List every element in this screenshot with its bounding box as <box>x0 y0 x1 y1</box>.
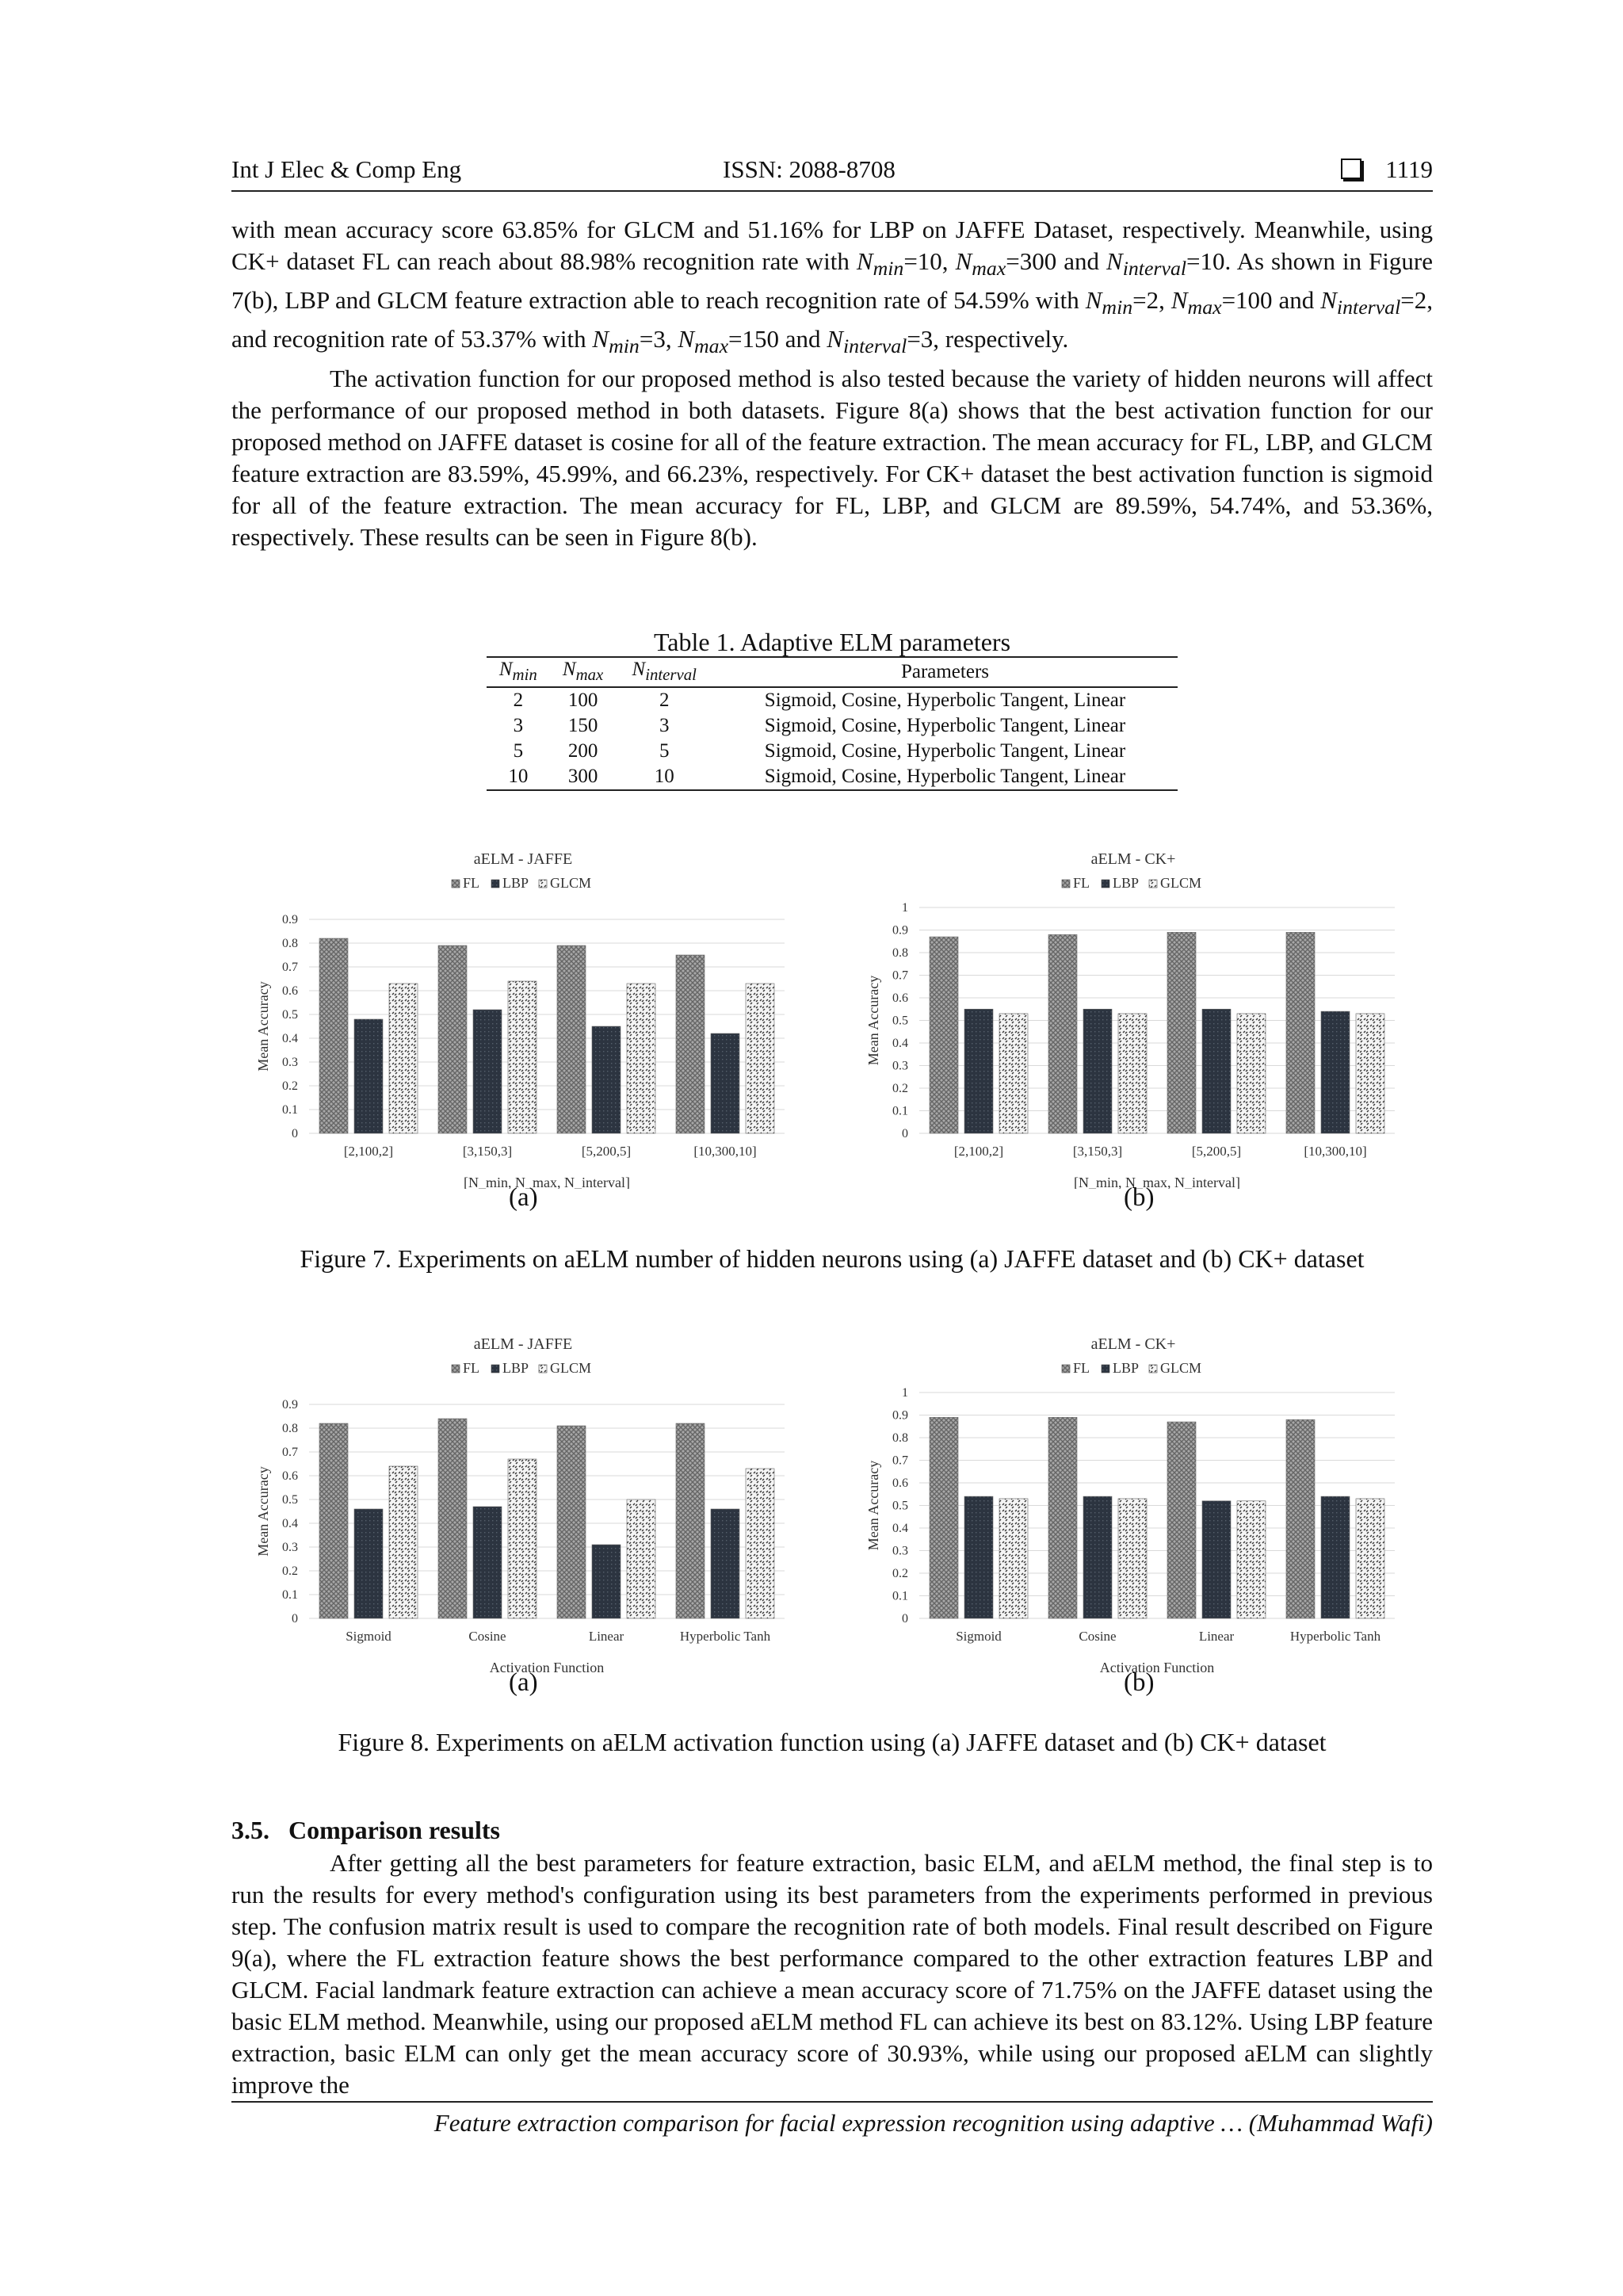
chart-fig7b <box>856 840 1411 1189</box>
y-axis-label: Mean Accuracy <box>865 975 881 1066</box>
y-tick-label: 0.4 <box>282 1517 298 1530</box>
bar-lbp <box>964 1009 993 1133</box>
bar-glcm <box>1237 1014 1266 1133</box>
bar-glcm <box>1356 1499 1384 1618</box>
y-tick-label: 0.2 <box>892 1082 908 1095</box>
table-1 <box>487 628 1178 791</box>
bar-lbp <box>473 1010 502 1133</box>
legend-label-glcm: GLCM <box>550 875 592 891</box>
running-header <box>231 155 1433 192</box>
x-tick-label: [5,200,5] <box>1191 1144 1242 1159</box>
chart-fig7a <box>246 840 800 1189</box>
y-axis-label: Mean Accuracy <box>255 1466 271 1557</box>
box-icon <box>1341 159 1361 179</box>
body-paragraphs <box>231 214 1433 553</box>
bar-glcm <box>1356 1014 1384 1133</box>
x-tick-label: [3,150,3] <box>462 1144 513 1159</box>
bar-lbp <box>592 1026 621 1133</box>
bar-glcm <box>746 984 774 1133</box>
bar-fl <box>676 1423 705 1618</box>
bar-glcm <box>627 1499 655 1618</box>
x-axis-label: [N_min, N_max, N_interval] <box>1074 1175 1240 1189</box>
y-tick-label: 0.8 <box>892 946 908 960</box>
y-tick-label: 0.7 <box>282 1446 298 1459</box>
y-tick-label: 0.4 <box>892 1522 908 1535</box>
bar-fl <box>930 1417 958 1618</box>
bar-lbp <box>1083 1496 1112 1618</box>
legend-swatch-fl <box>452 1365 460 1373</box>
bar-glcm <box>508 981 537 1133</box>
y-tick-label: 1 <box>902 1386 908 1400</box>
legend-label-lbp: LBP <box>502 1360 529 1376</box>
y-axis-label: Mean Accuracy <box>255 981 271 1072</box>
page-number-block <box>1341 155 1433 184</box>
bar-fl <box>1048 934 1077 1133</box>
x-axis-label: Activation Function <box>1099 1660 1215 1674</box>
x-tick-label: [2,100,2] <box>343 1144 394 1159</box>
bar-glcm <box>1118 1014 1147 1133</box>
bar-fl <box>319 1423 348 1618</box>
y-tick-label: 0.3 <box>282 1056 298 1069</box>
bar-lbp <box>1202 1009 1231 1133</box>
bar-fl <box>676 955 705 1133</box>
y-axis-label: Mean Accuracy <box>865 1460 881 1551</box>
legend-label-glcm: GLCM <box>1160 1360 1202 1376</box>
y-tick-label: 0.9 <box>282 1398 298 1412</box>
x-tick-label: [2,100,2] <box>953 1144 1004 1159</box>
bar-lbp <box>354 1509 383 1618</box>
legend-swatch-glcm <box>1149 880 1157 888</box>
bar-fl <box>1286 1419 1315 1618</box>
y-tick-label: 0.7 <box>282 961 298 974</box>
x-axis-label: [N_min, N_max, N_interval] <box>464 1175 630 1189</box>
legend-swatch-fl <box>1062 1365 1070 1373</box>
bar-lbp <box>711 1509 739 1618</box>
legend-label-fl: FL <box>463 875 480 891</box>
fig7-sublabel-a: (a) <box>509 1183 538 1212</box>
bar-fl <box>1167 932 1196 1133</box>
y-tick-label: 0.2 <box>282 1079 298 1093</box>
y-tick-label: 0 <box>292 1612 298 1626</box>
y-tick-label: 0.2 <box>892 1567 908 1580</box>
table-caption: Table 1. Adaptive ELM parameters <box>653 628 1011 656</box>
x-tick-label: [5,200,5] <box>581 1144 632 1159</box>
legend-label-glcm: GLCM <box>550 1360 592 1376</box>
y-tick-label: 0.8 <box>282 937 298 950</box>
col-parameters: Parameters <box>712 657 1178 687</box>
y-tick-label: 0.1 <box>282 1103 298 1117</box>
x-tick-label: Linear <box>588 1629 624 1644</box>
bar-lbp <box>964 1496 993 1618</box>
paragraph-2: The activation function for our proposed method is also tested because the variety of hidden neurons will affect the performance of our proposed method in both datasets. Figure 8(a) shows that the best activation function for our proposed method on JAFFE dataset is cosine for all of the feature extraction. The mean accuracy for FL, LBP, and GLCM feature extraction are 83.59%, 45.99%, and 66.23%, respectively. For CK+ dataset the best activation function is sigmoid for all of the feature extraction. The mean accuracy for FL, LBP, and GLCM are 89.59%, 54.74%, and 53.36%, respectively. These results can be seen in Figure 8(b). <box>231 364 1433 551</box>
bar-glcm <box>999 1499 1028 1618</box>
x-tick-label: Cosine <box>1079 1629 1117 1644</box>
y-tick-label: 0.1 <box>892 1589 908 1603</box>
x-tick-label: [10,300,10] <box>1304 1144 1367 1159</box>
bar-fl <box>930 937 958 1133</box>
section-body <box>231 1847 1433 2101</box>
figure-8-caption: Figure 8. Experiments on aELM activation function using (a) JAFFE dataset and (b) CK+ dataset <box>338 1728 1327 1756</box>
legend-label-lbp: LBP <box>502 875 529 891</box>
x-tick-label: [10,300,10] <box>693 1144 757 1159</box>
legend-swatch-fl <box>452 880 460 888</box>
legend-swatch-fl <box>1062 880 1070 888</box>
x-tick-label: Sigmoid <box>346 1629 391 1644</box>
fig8-sublabel-a: (a) <box>509 1668 538 1697</box>
bar-fl <box>1167 1422 1196 1618</box>
legend-swatch-lbp <box>491 1365 499 1373</box>
paragraph-1: with mean accuracy score 63.85% for GLCM and 51.16% for LBP on JAFFE Dataset, respectively. Meanwhile, using CK+ dataset FL can reach about 88.98% recognition rate with $N_{min}=10$, $N_{max}=300$ and $N_{interval}=10$. As shown in Figure 7(b), LBP and GLCM feature extraction able to reach recognition rate of 54.59% with $N_{min}=2$, $N_{max}=100$ and $N_{interval}=2$, and recognition rate of 53.37% with $N_{min}=3$, $N_{max}=150$ and $N_{interval}=3$, respectively. <box>231 216 1433 358</box>
chart-fig8b <box>856 1325 1411 1674</box>
x-tick-label: Hyperbolic Tanh <box>679 1629 771 1644</box>
legend-label-glcm: GLCM <box>1160 875 1202 891</box>
chart-fig8a <box>246 1325 800 1674</box>
y-tick-label: 0.6 <box>282 1469 298 1483</box>
x-axis-label: Activation Function <box>489 1660 605 1674</box>
bar-lbp <box>1321 1011 1350 1133</box>
bar-fl <box>1048 1417 1077 1618</box>
bar-lbp <box>1083 1009 1112 1133</box>
y-tick-label: 0.5 <box>282 1008 298 1022</box>
y-tick-label: 0.4 <box>282 1032 298 1045</box>
y-tick-label: 0.8 <box>282 1422 298 1435</box>
col-nmin: $N_{min}$ <box>487 657 550 687</box>
journal-name: Int J Elec & Comp Eng <box>231 155 462 183</box>
running-footer: Feature extraction comparison for facial expression recognition using adaptive … (Muhammad Wafi) <box>231 2101 1433 2137</box>
legend-swatch-lbp <box>1102 1365 1109 1373</box>
paragraph-3: After getting all the best parameters for feature extraction, basic ELM, and aELM method, the final step is to run the results for every method's configuration using its best parameters from the experiments performed in previous step. The confusion matrix result is used to compare the recognition rate of both models. Final result described on Figure 9(a), where the FL extraction feature shows the best performance compared to the other extraction features LBP and GLCM. Facial landmark feature extraction can achieve a mean accuracy score of 71.75% on the JAFFE dataset using the basic ELM method. Meanwhile, using our proposed aELM method FL can achieve its best on 83.12%. Using LBP feature extraction, basic ELM can only get the mean accuracy score of 30.93%, while using our proposed aELM can slightly improve the <box>231 1849 1433 2099</box>
bar-fl <box>319 938 348 1133</box>
bar-glcm <box>1118 1499 1147 1618</box>
table-row: 5 200 5 Sigmoid, Cosine, Hyperbolic Tangent, Linear <box>513 740 1126 762</box>
y-tick-label: 0.9 <box>892 1408 908 1423</box>
y-tick-label: 0.7 <box>892 1454 908 1468</box>
table-row: 2 100 2 Sigmoid, Cosine, Hyperbolic Tangent, Linear <box>513 690 1126 711</box>
col-nmax: $N_{max}$ <box>550 657 617 687</box>
y-tick-label: 0 <box>292 1127 298 1140</box>
legend-label-lbp: LBP <box>1113 1360 1140 1376</box>
y-tick-label: 0.1 <box>892 1104 908 1118</box>
y-tick-label: 0.9 <box>282 913 298 926</box>
y-tick-label: 0.3 <box>892 1544 908 1558</box>
x-tick-label: Cosine <box>468 1629 506 1644</box>
y-tick-label: 0.2 <box>282 1564 298 1578</box>
legend-swatch-lbp <box>491 880 499 888</box>
y-tick-label: 0.6 <box>282 984 298 998</box>
bar-lbp <box>1202 1501 1231 1618</box>
bar-fl <box>557 1426 586 1618</box>
legend-swatch-lbp <box>1102 880 1109 888</box>
bar-glcm <box>389 1466 418 1618</box>
fig7-sublabel-b: (b) <box>1124 1183 1155 1212</box>
y-tick-label: 0.8 <box>892 1431 908 1445</box>
table-row: 10 300 10 Sigmoid, Cosine, Hyperbolic Tangent, Linear <box>487 764 1178 790</box>
y-tick-label: 0.3 <box>892 1059 908 1073</box>
y-tick-label: 0.1 <box>282 1588 298 1602</box>
y-tick-label: 0 <box>902 1612 908 1626</box>
fig8-sublabel-b: (b) <box>1124 1668 1155 1697</box>
y-tick-label: 0.5 <box>892 1499 908 1513</box>
bar-glcm <box>1237 1501 1266 1618</box>
table-row: 3 150 3 Sigmoid, Cosine, Hyperbolic Tangent, Linear <box>513 715 1126 736</box>
bar-fl <box>557 946 586 1133</box>
y-tick-label: 0.5 <box>282 1493 298 1507</box>
y-tick-label: 0.5 <box>892 1014 908 1028</box>
x-tick-label: Hyperbolic Tanh <box>1289 1629 1381 1644</box>
bar-glcm <box>746 1469 774 1618</box>
col-ninterval: $N_{interval}$ <box>617 657 712 687</box>
bar-lbp <box>473 1507 502 1618</box>
y-tick-label: 0.4 <box>892 1037 908 1050</box>
legend-label-lbp: LBP <box>1113 875 1140 891</box>
bar-fl <box>438 1419 467 1618</box>
legend-label-fl: FL <box>1073 875 1090 891</box>
bar-fl <box>1286 932 1315 1133</box>
bar-glcm <box>627 984 655 1133</box>
section-heading: 3.5. Comparison results <box>231 1816 500 1844</box>
bar-glcm <box>508 1459 537 1618</box>
legend-swatch-glcm <box>1149 1365 1157 1373</box>
legend-swatch-glcm <box>539 880 547 888</box>
x-tick-label: Sigmoid <box>956 1629 1002 1644</box>
bar-lbp <box>592 1545 621 1618</box>
y-tick-label: 0.6 <box>892 991 908 1005</box>
parameters-table <box>487 656 1178 791</box>
x-tick-label: Linear <box>1198 1629 1235 1644</box>
issn: ISSN: 2088-8708 <box>723 155 896 183</box>
page-number: 1119 <box>1385 155 1433 183</box>
bar-glcm <box>999 1014 1028 1133</box>
bar-fl <box>438 946 467 1133</box>
bar-lbp <box>711 1033 739 1133</box>
legend-swatch-glcm <box>539 1365 547 1373</box>
y-tick-label: 0.9 <box>892 923 908 938</box>
bar-lbp <box>1321 1496 1350 1618</box>
y-tick-label: 0.6 <box>892 1477 908 1490</box>
chart-title: aELM - JAFFE <box>473 850 573 868</box>
chart-title: aELM - CK+ <box>1090 850 1176 868</box>
x-tick-label: [3,150,3] <box>1072 1144 1123 1159</box>
y-tick-label: 1 <box>902 901 908 915</box>
legend-label-fl: FL <box>1073 1360 1090 1376</box>
y-tick-label: 0.3 <box>282 1541 298 1554</box>
y-tick-label: 0 <box>902 1127 908 1140</box>
bar-lbp <box>354 1019 383 1133</box>
legend-label-fl: FL <box>463 1360 480 1376</box>
bar-glcm <box>389 984 418 1133</box>
y-tick-label: 0.7 <box>892 968 908 983</box>
chart-title: aELM - JAFFE <box>473 1335 573 1353</box>
figure-7-caption: Figure 7. Experiments on aELM number of hidden neurons using (a) JAFFE dataset and (b) CK+ dataset <box>300 1244 1365 1273</box>
chart-title: aELM - CK+ <box>1090 1335 1176 1353</box>
